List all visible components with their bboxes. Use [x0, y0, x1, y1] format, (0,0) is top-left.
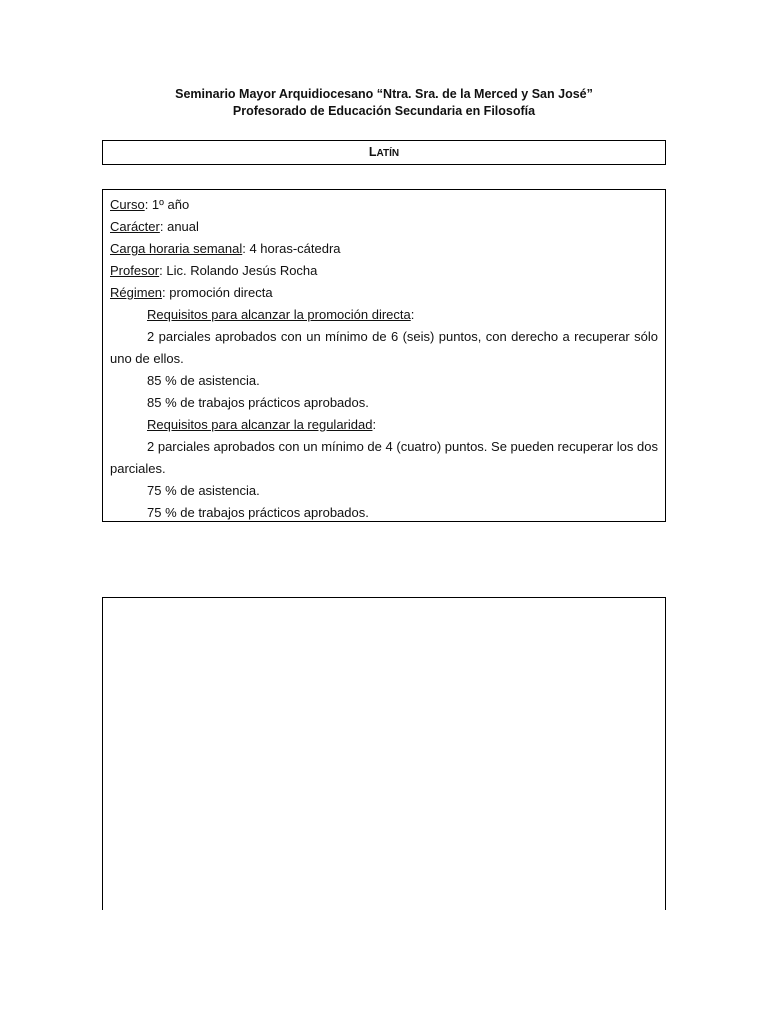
caracter-label: Carácter	[110, 219, 160, 234]
course-info-box	[102, 189, 666, 522]
regimen-label: Régimen	[110, 285, 163, 300]
document-header	[0, 86, 768, 120]
regularidad-parciales: 2 parciales aprobados con un mínimo de 4 (cuatro) puntos. Se pueden recuperar los dos parciales.	[110, 439, 658, 476]
promocion-trabajos: 85 % de trabajos prácticos aprobados.	[147, 395, 369, 410]
content-box	[102, 597, 666, 910]
promocion-parciales: 2 parciales aprobados con un mínimo de 6 (seis) puntos, con derecho a recuperar sólo uno de ellos.	[110, 329, 658, 366]
promocion-heading	[110, 304, 658, 326]
caracter-value: : anual	[159, 219, 199, 234]
caracter-row	[110, 216, 658, 238]
profesor-row	[110, 260, 658, 282]
carga-value: : 4 horas-cátedra	[242, 241, 341, 256]
curso-value: : 1º año	[144, 197, 190, 212]
program-name: Profesorado de Educación Secundaria en Filosofía	[232, 104, 536, 118]
course-title-rest: ATÍN	[376, 148, 400, 159]
profesor-value: : Lic. Rolando Jesús Rocha	[159, 263, 318, 278]
profesor-label: Profesor	[110, 263, 160, 278]
course-title	[369, 145, 399, 159]
course-title-initial: L	[368, 145, 377, 159]
regularidad-trabajos: 75 % de trabajos prácticos aprobados.	[147, 505, 369, 520]
regularidad-heading-text: Requisitos para alcanzar la regularidad	[147, 417, 373, 432]
course-title-box	[102, 140, 666, 165]
regimen-value: : promoción directa	[162, 285, 273, 300]
promocion-heading-colon: :	[410, 307, 415, 322]
regimen-row	[110, 282, 658, 304]
regularidad-heading-colon: :	[372, 417, 377, 432]
curso-label: Curso	[110, 197, 145, 212]
institution-name: Seminario Mayor Arquidiocesano “Ntra. Sra. de la Merced y San José”	[175, 87, 593, 101]
curso-row	[110, 194, 658, 216]
carga-row	[110, 238, 658, 260]
carga-label: Carga horaria semanal	[110, 241, 243, 256]
regularidad-asistencia: 75 % de asistencia.	[147, 483, 260, 498]
promocion-heading-text: Requisitos para alcanzar la promoción directa	[147, 307, 411, 322]
regularidad-heading	[110, 414, 658, 436]
promocion-asistencia: 85 % de asistencia.	[147, 373, 260, 388]
